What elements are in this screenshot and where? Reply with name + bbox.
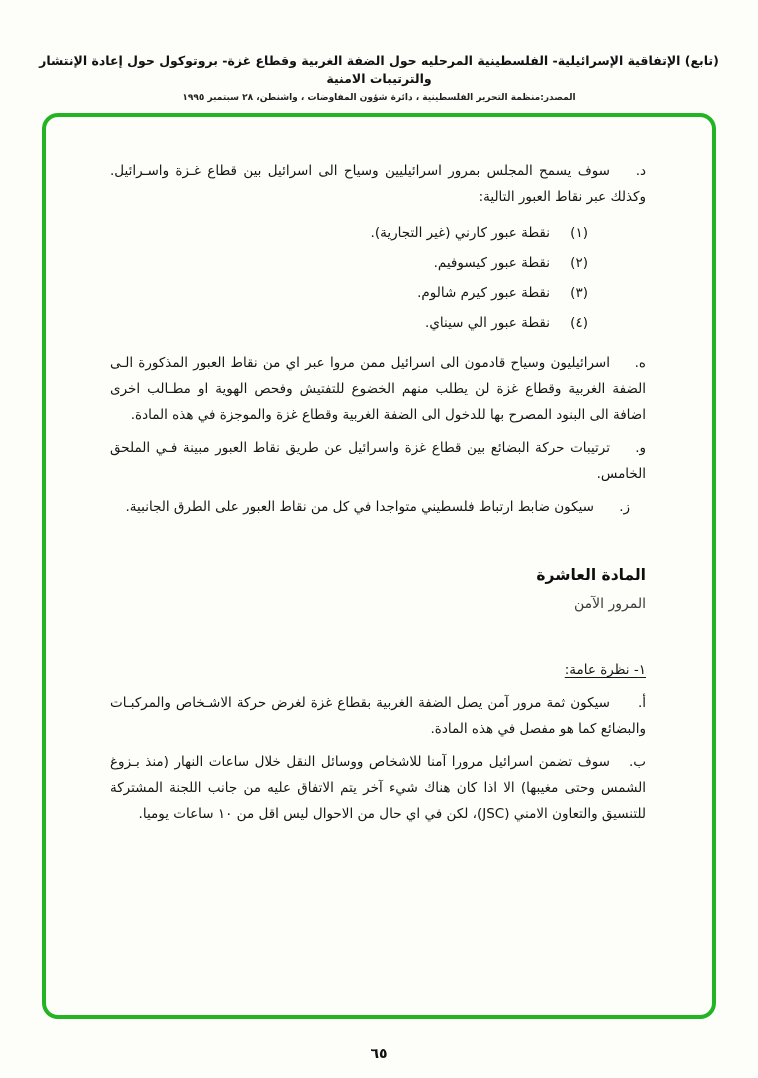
crossing-point-1-number: (١) — [570, 225, 588, 241]
crossing-point-2-text: نقطة عبور كيسوفيم. — [433, 255, 550, 271]
clause-h-marker: ه. — [634, 355, 646, 371]
header-source-line: المصدر:منظمة التحرير الفلسطينية ، دائرة شؤون المفاوضات ، واشنطن، ٢٨ سبتمبر ١٩٩٥ — [182, 93, 576, 104]
clause-a-text: سيكون ثمة مرور آمن يصل الضفة الغربية بقطاع غزة لغرض حركة الاشـخاص والمركبـات والبضائع كما هو مفصل في هذه المادة. — [110, 695, 646, 737]
crossing-point-3-text: نقطة عبور كيرم شالوم. — [417, 285, 550, 301]
clause-b-marker: ب. — [628, 754, 646, 770]
article-ten-subtitle: المرور الآمن — [574, 596, 646, 612]
clause-a — [110, 690, 646, 742]
crossing-point-4-number: (٤) — [570, 315, 588, 331]
document-body — [110, 158, 646, 834]
crossing-point-1-text: نقطة عبور كارني (غير التجارية). — [370, 225, 550, 241]
clause-w-marker: و. — [635, 440, 646, 456]
clause-z — [110, 494, 630, 520]
document-header — [18, 52, 740, 103]
clause-z-marker: ز. — [619, 499, 630, 515]
crossing-point-1 — [110, 218, 588, 248]
section-overview-heading-text: ١- نظرة عامة: — [564, 662, 646, 678]
clause-d-text: سوف يسمح المجلس بمرور اسرائيليين وسياح الى اسرائيل بين قطاع غـزة واسـرائيل. وكذلك عبر نقاط العبور التالية: — [110, 163, 646, 205]
clause-z-text: سيكون ضابط ارتباط فلسطيني متواجدا في كل من نقاط العبور على الطرق الجانبية. — [125, 499, 594, 515]
clause-w-text: ترتيبات حركة البضائع بين قطاع غزة واسرائيل عن طريق نقاط العبور مبينة فـي الملحق الخامس. — [110, 440, 646, 482]
crossing-point-3 — [110, 278, 588, 308]
clause-d — [110, 158, 646, 210]
crossing-point-4 — [110, 308, 588, 338]
clause-b — [110, 749, 646, 827]
article-ten-heading: المادة العاشرة — [536, 566, 646, 584]
crossing-point-2 — [110, 248, 588, 278]
crossing-points-list — [110, 218, 588, 338]
header-title: (تابع) الإتفاقية الإسرائيلية- الفلسطينية المرحليه حول الضفة الغربية وقطاع غزة- بروتوكول حول إعادة الإنتشار والترتيبات الامنية — [39, 53, 719, 87]
clause-d-marker: د. — [635, 163, 646, 179]
page-number: ٦٥ — [370, 1046, 388, 1062]
clause-a-marker: أ. — [637, 695, 646, 711]
crossing-point-4-text: نقطة عبور الي سيناي. — [425, 315, 550, 331]
clause-h — [110, 350, 646, 428]
section-overview-heading — [110, 662, 646, 678]
crossing-point-2-number: (٢) — [570, 255, 588, 271]
crossing-point-3-number: (٣) — [570, 285, 588, 301]
clause-h-text: اسرائيليون وسياح قادمون الى اسرائيل ممن مروا عبر اي من نقاط العبور المذكورة الـى الضفة الغربية وقطاع غزة لن يطلب منهم الخضوع للتفتيش وفحص الهوية او مطـالب اخرى اضافة الى البنود المصرح بها للدخول الى الضفة الغربية وقطاع غزة والموجزة في هذه المادة. — [110, 355, 646, 423]
clause-w — [110, 435, 646, 487]
clause-b-text: سوف تضمن اسرائيل مرورا آمنا للاشخاص ووسائل النقل خلال ساعات النهار (منذ بـزوغ الشمس وحتى مغيبها) الا اذا كان هناك شيء آخر يتم الاتفاق عليه من جانب اللجنة المشتركة للتنسيق والتعاون الامني (JSC)، لكن في اي حال من الاحوال ليس اقل من ١٠ ساعات يوميا. — [110, 754, 646, 822]
